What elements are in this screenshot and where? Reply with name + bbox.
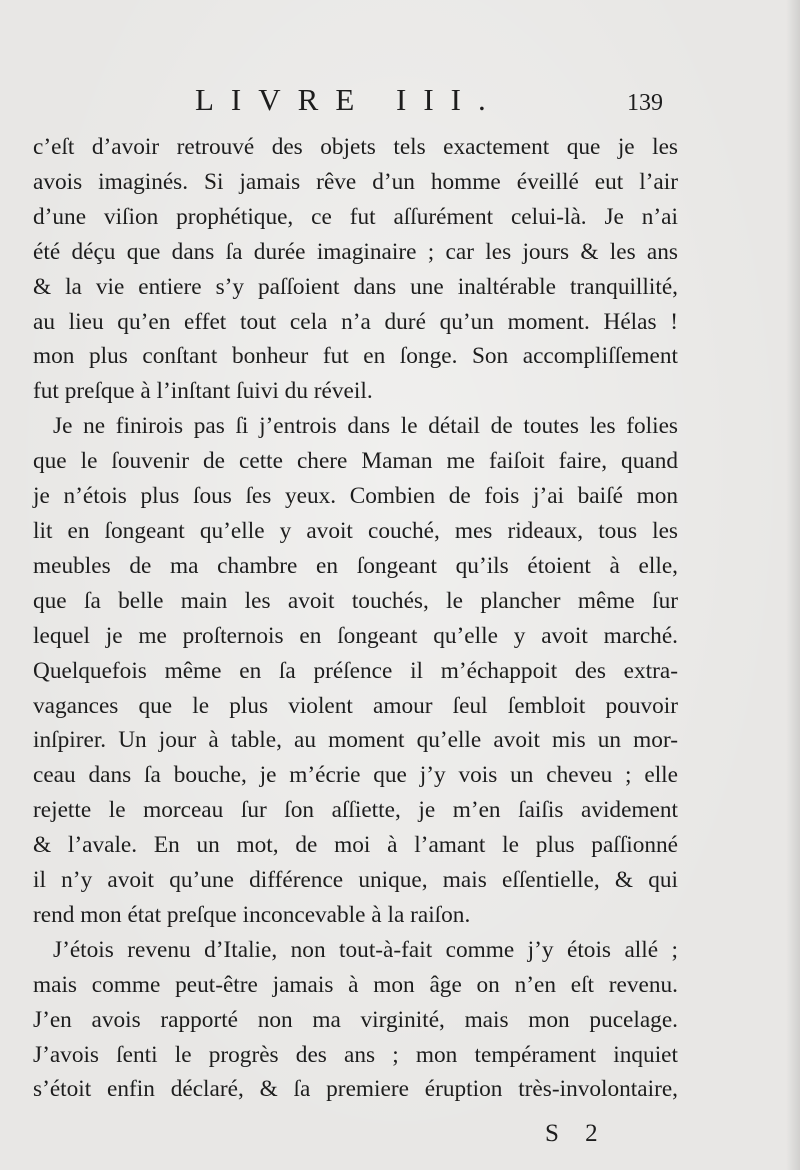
text-line: ceau dans ſa bouche, je m’écrie que j’y vois un cheveu ; elle xyxy=(33,762,678,789)
text-line: rend mon état preſque inconcevable à la raiſon. xyxy=(33,901,471,928)
text-line: il n’y avoit qu’une différence unique, mais eſſentielle, & qui xyxy=(33,867,678,894)
text-line: Quelquefois même en ſa préſence il m’échappoit des extra- xyxy=(33,657,678,684)
text-line: vagances que le plus violent amour ſeul ſembloit pouvoir xyxy=(33,692,678,719)
text-line: inſpirer. Un jour à table, au moment qu’elle avoit mis un mor- xyxy=(33,727,678,754)
text-line: & la vie entiere s’y paſſoient dans une inaltérable tranquillité, xyxy=(33,273,678,300)
text-line: J’avois ſenti le progrès des ans ; mon tempérament inquiet xyxy=(33,1041,678,1068)
page-number: 139 xyxy=(627,90,663,116)
text-line: & l’avale. En un mot, de moi à l’amant le plus paſſionné xyxy=(33,832,678,859)
body-text xyxy=(33,130,678,1107)
text-line: au lieu qu’en effet tout cela n’a duré qu’un moment. Hélas ! xyxy=(33,308,678,335)
page-edge-shadow xyxy=(786,0,800,1170)
text-line: mais comme peut-être jamais à mon âge on n’en eſt revenu. xyxy=(33,971,678,998)
text-line: été déçu que dans ſa durée imaginaire ; car les jours & les ans xyxy=(33,238,678,265)
text-line: que ſa belle main les avoit touchés, le plancher même ſur xyxy=(33,587,678,614)
text-line: que le ſouvenir de cette chere Maman me faiſoit faire, quand xyxy=(33,448,678,475)
text-line: lequel je me proſternois en ſongeant qu’elle y avoit marché. xyxy=(33,622,678,649)
text-line: fut preſque à l’inſtant ſuivi du réveil. xyxy=(33,378,373,405)
signature-mark: S 2 xyxy=(545,1120,608,1147)
running-head: LIVRE III. xyxy=(195,82,503,117)
text-line: c’eſt d’avoir retrouvé des objets tels exactement que je les xyxy=(33,134,678,160)
text-line: J’en avois rapporté non ma virginité, mais mon pucelage. xyxy=(33,1006,678,1033)
text-line: avois imaginés. Si jamais rêve d’un homme éveillé eut l’air xyxy=(33,168,678,195)
text-line: mon plus conſtant bonheur fut en ſonge. Son accompliſſement xyxy=(33,343,678,370)
text-line: meubles de ma chambre en ſongeant qu’ils étoient à elle, xyxy=(33,552,678,579)
text-line: rejette le morceau ſur ſon aſſiette, je m’en ſaiſis avidement xyxy=(33,797,678,824)
text-line: lit en ſongeant qu’elle y avoit couché, mes rideaux, tous les xyxy=(33,517,678,544)
text-line: Je ne finirois pas ſi j’entrois dans le détail de toutes les folies xyxy=(53,413,678,440)
text-line: s’étoit enfin déclaré, & ſa premiere éruption très-involontaire, xyxy=(33,1076,678,1103)
text-line: je n’étois plus ſous ſes yeux. Combien de fois j’ai baiſé mon xyxy=(33,483,678,510)
text-line: d’une viſion prophétique, ce fut aſſurément celui-là. Je n’ai xyxy=(33,203,678,230)
text-line: J’étois revenu d’Italie, non tout-à-fait comme j’y étois allé ; xyxy=(53,936,678,963)
